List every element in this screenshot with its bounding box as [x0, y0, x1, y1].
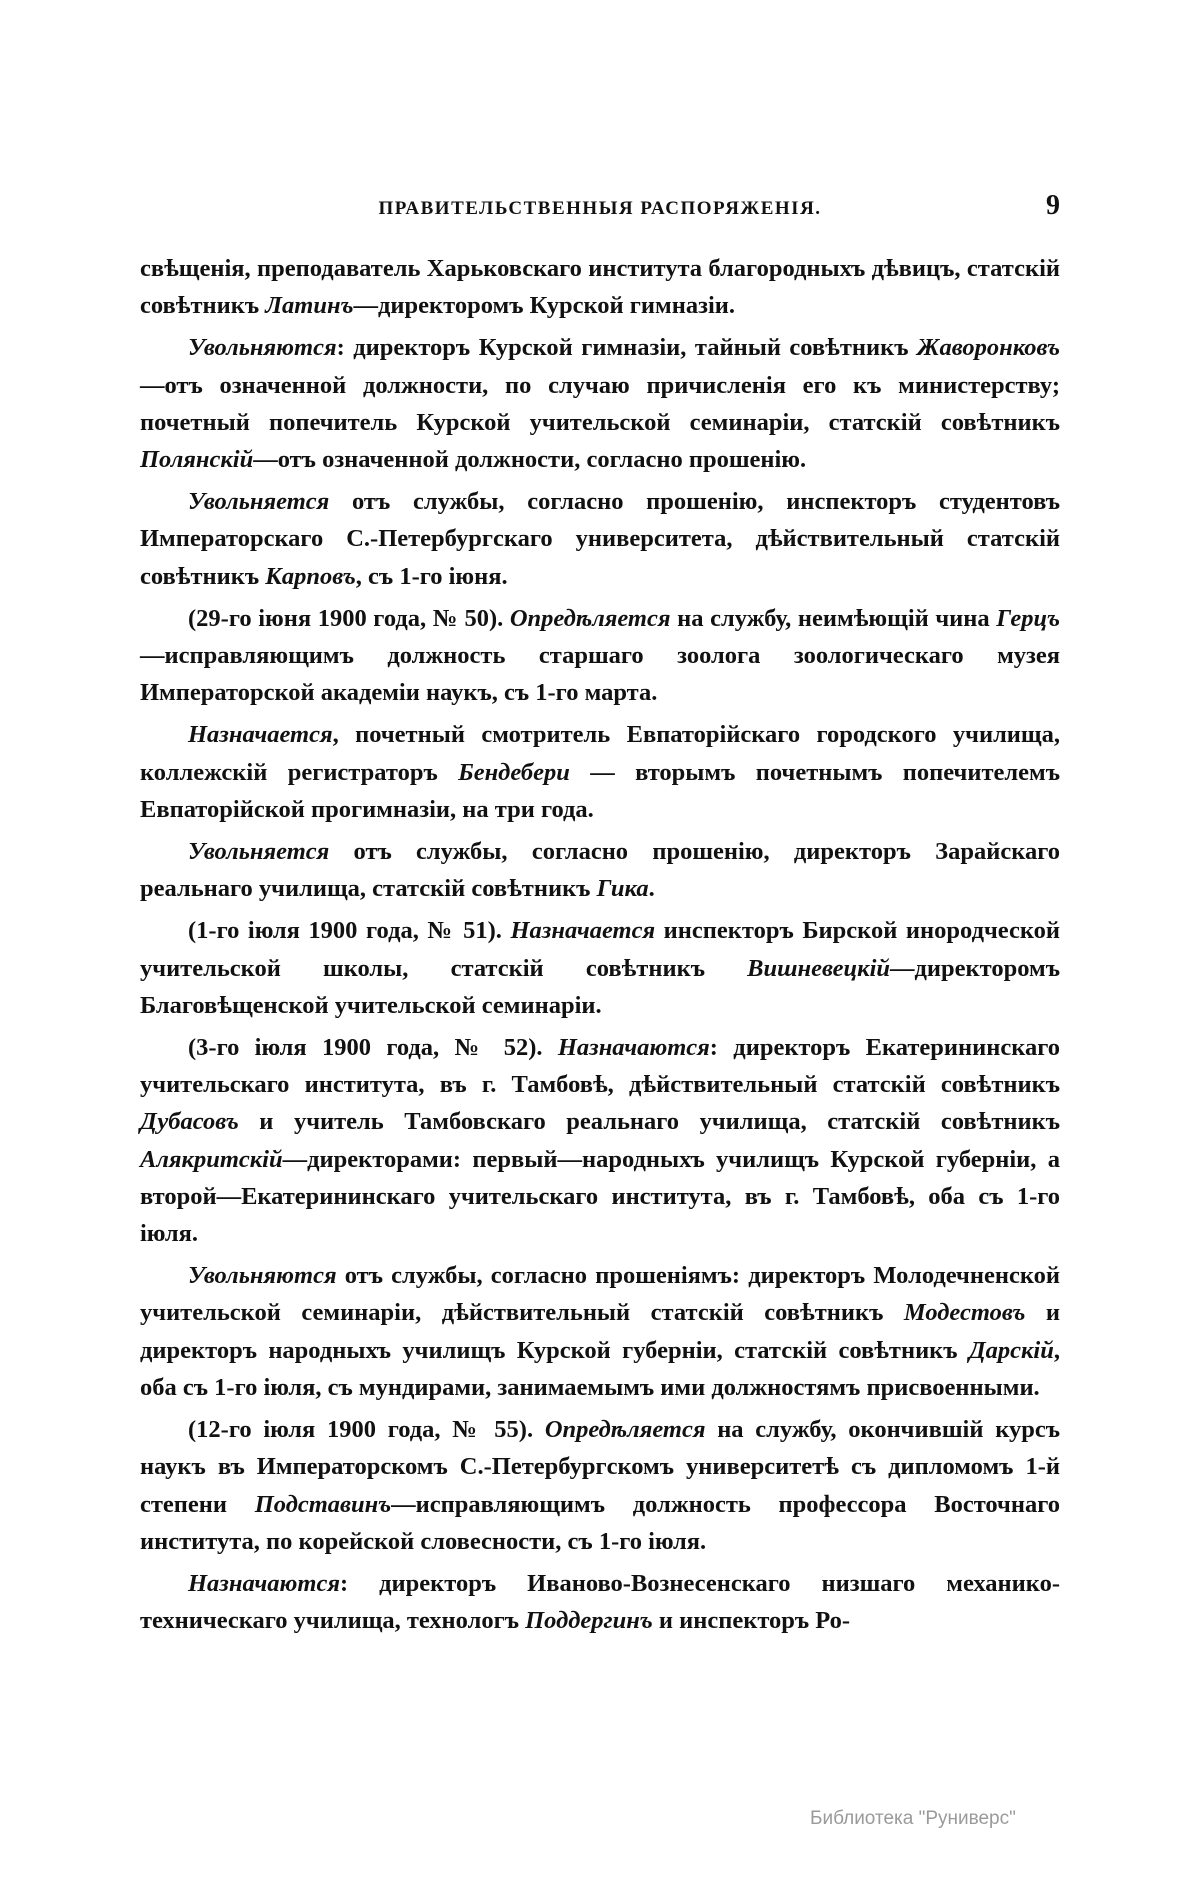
- paragraph: [140, 483, 1060, 595]
- text-run: отъ службы, согласно прошенію, инспекторъ студентовъ Императорскаго С.-Петербургскаго университета, дѣйствительный статскій совѣтникъ: [140, 488, 1060, 590]
- document-page: [140, 190, 1060, 1644]
- italic-name: Дубасовъ: [140, 1108, 239, 1136]
- page-number: 9: [1046, 190, 1060, 221]
- italic-name: Назначаются: [188, 1569, 340, 1597]
- italic-name: Назначается: [188, 721, 333, 749]
- library-watermark: Библиотека "Руниверс": [810, 1808, 1016, 1829]
- italic-name: Алякритскій: [140, 1145, 283, 1173]
- italic-name: Вишневецкій: [747, 954, 891, 982]
- text-run: (29-го іюня 1900 года, № 50).: [188, 604, 510, 632]
- paragraph: [140, 833, 1060, 907]
- italic-name: Дарскій: [968, 1336, 1054, 1364]
- paragraph: [140, 1411, 1060, 1560]
- running-head: ПРАВИТЕЛЬСТВЕННЫЯ РАСПОРЯЖЕНІЯ.: [378, 198, 822, 219]
- text-run: инспекторъ Бирской инородческой учительской школы, статскій совѣтникъ: [140, 917, 1060, 982]
- text-run: на службу, неимѣющій чина: [670, 604, 997, 632]
- paragraph: [140, 600, 1060, 712]
- italic-name: Увольняется: [188, 838, 330, 866]
- italic-name: Опредѣляется: [544, 1416, 706, 1444]
- text-run: —директоромъ Благовѣщенской учительской семинаріи.: [140, 954, 1060, 1019]
- paragraph: [140, 1565, 1060, 1639]
- text-run: : директоръ Иваново-Вознесенскаго низшаго механико-техническаго училища, технологъ: [140, 1569, 1060, 1635]
- italic-name: Назначаются: [557, 1034, 710, 1062]
- text-run: (12-го іюля 1900 года, № 55).: [188, 1416, 545, 1444]
- text-run: —директорами: первый—народныхъ училищъ Курской губерніи, а второй—Екатерининскаго учительскаго института, въ г. Тамбовѣ, оба съ 1-го іюля.: [140, 1145, 1060, 1248]
- text-run: , оба съ 1-го іюля, съ мундирами, занимаемымъ ими должностямъ присвоенными.: [140, 1336, 1060, 1401]
- text-run: , почетный смотритель Евпаторійскаго городского училища, коллежскій регистраторъ: [140, 721, 1060, 786]
- text-run: отъ службы, согласно прошенію, директоръ Зарайскаго реальнаго училища, статскій совѣтникъ: [140, 838, 1060, 903]
- text-run: —исправляющимъ должность старшаго зоолога зоологическаго музея Императорской академіи наукъ, съ 1-го марта.: [140, 642, 1060, 707]
- italic-name: Модестовъ: [903, 1299, 1026, 1327]
- text-run: свѣщенія, преподаватель Харьковскаго института благородныхъ дѣвицъ, статскій совѣтникъ: [140, 255, 1060, 320]
- text-run: —исправляющимъ должность профессора Восточнаго института, по корейской словесности, съ 1-го іюля.: [140, 1490, 1060, 1555]
- text-run: (3-го іюля 1900 года, № 52).: [188, 1034, 558, 1062]
- paragraph: [140, 716, 1060, 828]
- page-header: [140, 190, 1060, 232]
- paragraph: [140, 1257, 1060, 1406]
- text-run: на службу, окончившій курсъ наукъ въ Императорскомъ С.-Петербургскомъ университетѣ съ дипломомъ 1-й степени: [140, 1416, 1061, 1518]
- italic-name: Поддергинъ: [525, 1607, 653, 1635]
- text-run: , съ 1-го іюня.: [355, 562, 508, 590]
- text-run: отъ службы, согласно прошеніямъ: директоръ Молодечненской учительской семинаріи, дѣйствительный статскій совѣтникъ: [140, 1262, 1060, 1327]
- italic-name: Жаворонковъ: [917, 334, 1060, 362]
- text-run: (1-го іюля 1900 года, № 51).: [188, 917, 511, 945]
- italic-name: Увольняется: [188, 488, 330, 516]
- text-run: .: [648, 875, 655, 903]
- text-run: : директоръ Екатерининскаго учительскаго института, въ г. Тамбовѣ, дѣйствительный статскій совѣтникъ: [140, 1034, 1060, 1099]
- text-run: и учитель Тамбовскаго реальнаго училища, статскій совѣтникъ: [238, 1108, 1060, 1136]
- paragraph: [140, 912, 1060, 1024]
- italic-name: Увольняются: [188, 334, 337, 362]
- text-run: —отъ означенной должности, по случаю причисленія его къ министерству; почетный попечитель Курской учительской семинаріи, статскій совѣтникъ: [140, 371, 1060, 436]
- italic-name: Гика: [596, 875, 649, 903]
- italic-name: Бендебери: [458, 758, 570, 786]
- text-run: : директоръ Курской гимназіи, тайный совѣтникъ: [336, 334, 918, 362]
- text-run: и инспекторъ Ро-: [652, 1607, 851, 1635]
- italic-name: Герцъ: [996, 604, 1060, 632]
- italic-name: Опредѣляется: [509, 604, 671, 632]
- paragraph: [140, 250, 1060, 324]
- italic-name: Полянскій: [140, 446, 254, 474]
- text-run: — вторымъ почетнымъ попечителемъ Евпаторійской прогимназіи, на три года.: [140, 758, 1060, 823]
- text-run: —отъ означенной должности, согласно прошенію.: [253, 446, 807, 474]
- italic-name: Карповъ: [265, 562, 356, 590]
- italic-name: Назначается: [510, 917, 656, 945]
- paragraph: [140, 329, 1060, 478]
- text-run: и директоръ народныхъ училищъ Курской губерніи, статскій совѣтникъ: [140, 1299, 1060, 1364]
- body-text: [140, 250, 1060, 1639]
- italic-name: Увольняются: [188, 1262, 337, 1290]
- italic-name: Подставинъ: [254, 1490, 392, 1518]
- italic-name: Латинъ: [265, 292, 354, 320]
- text-run: —директоромъ Курской гимназіи.: [353, 292, 735, 320]
- paragraph: [140, 1029, 1060, 1252]
